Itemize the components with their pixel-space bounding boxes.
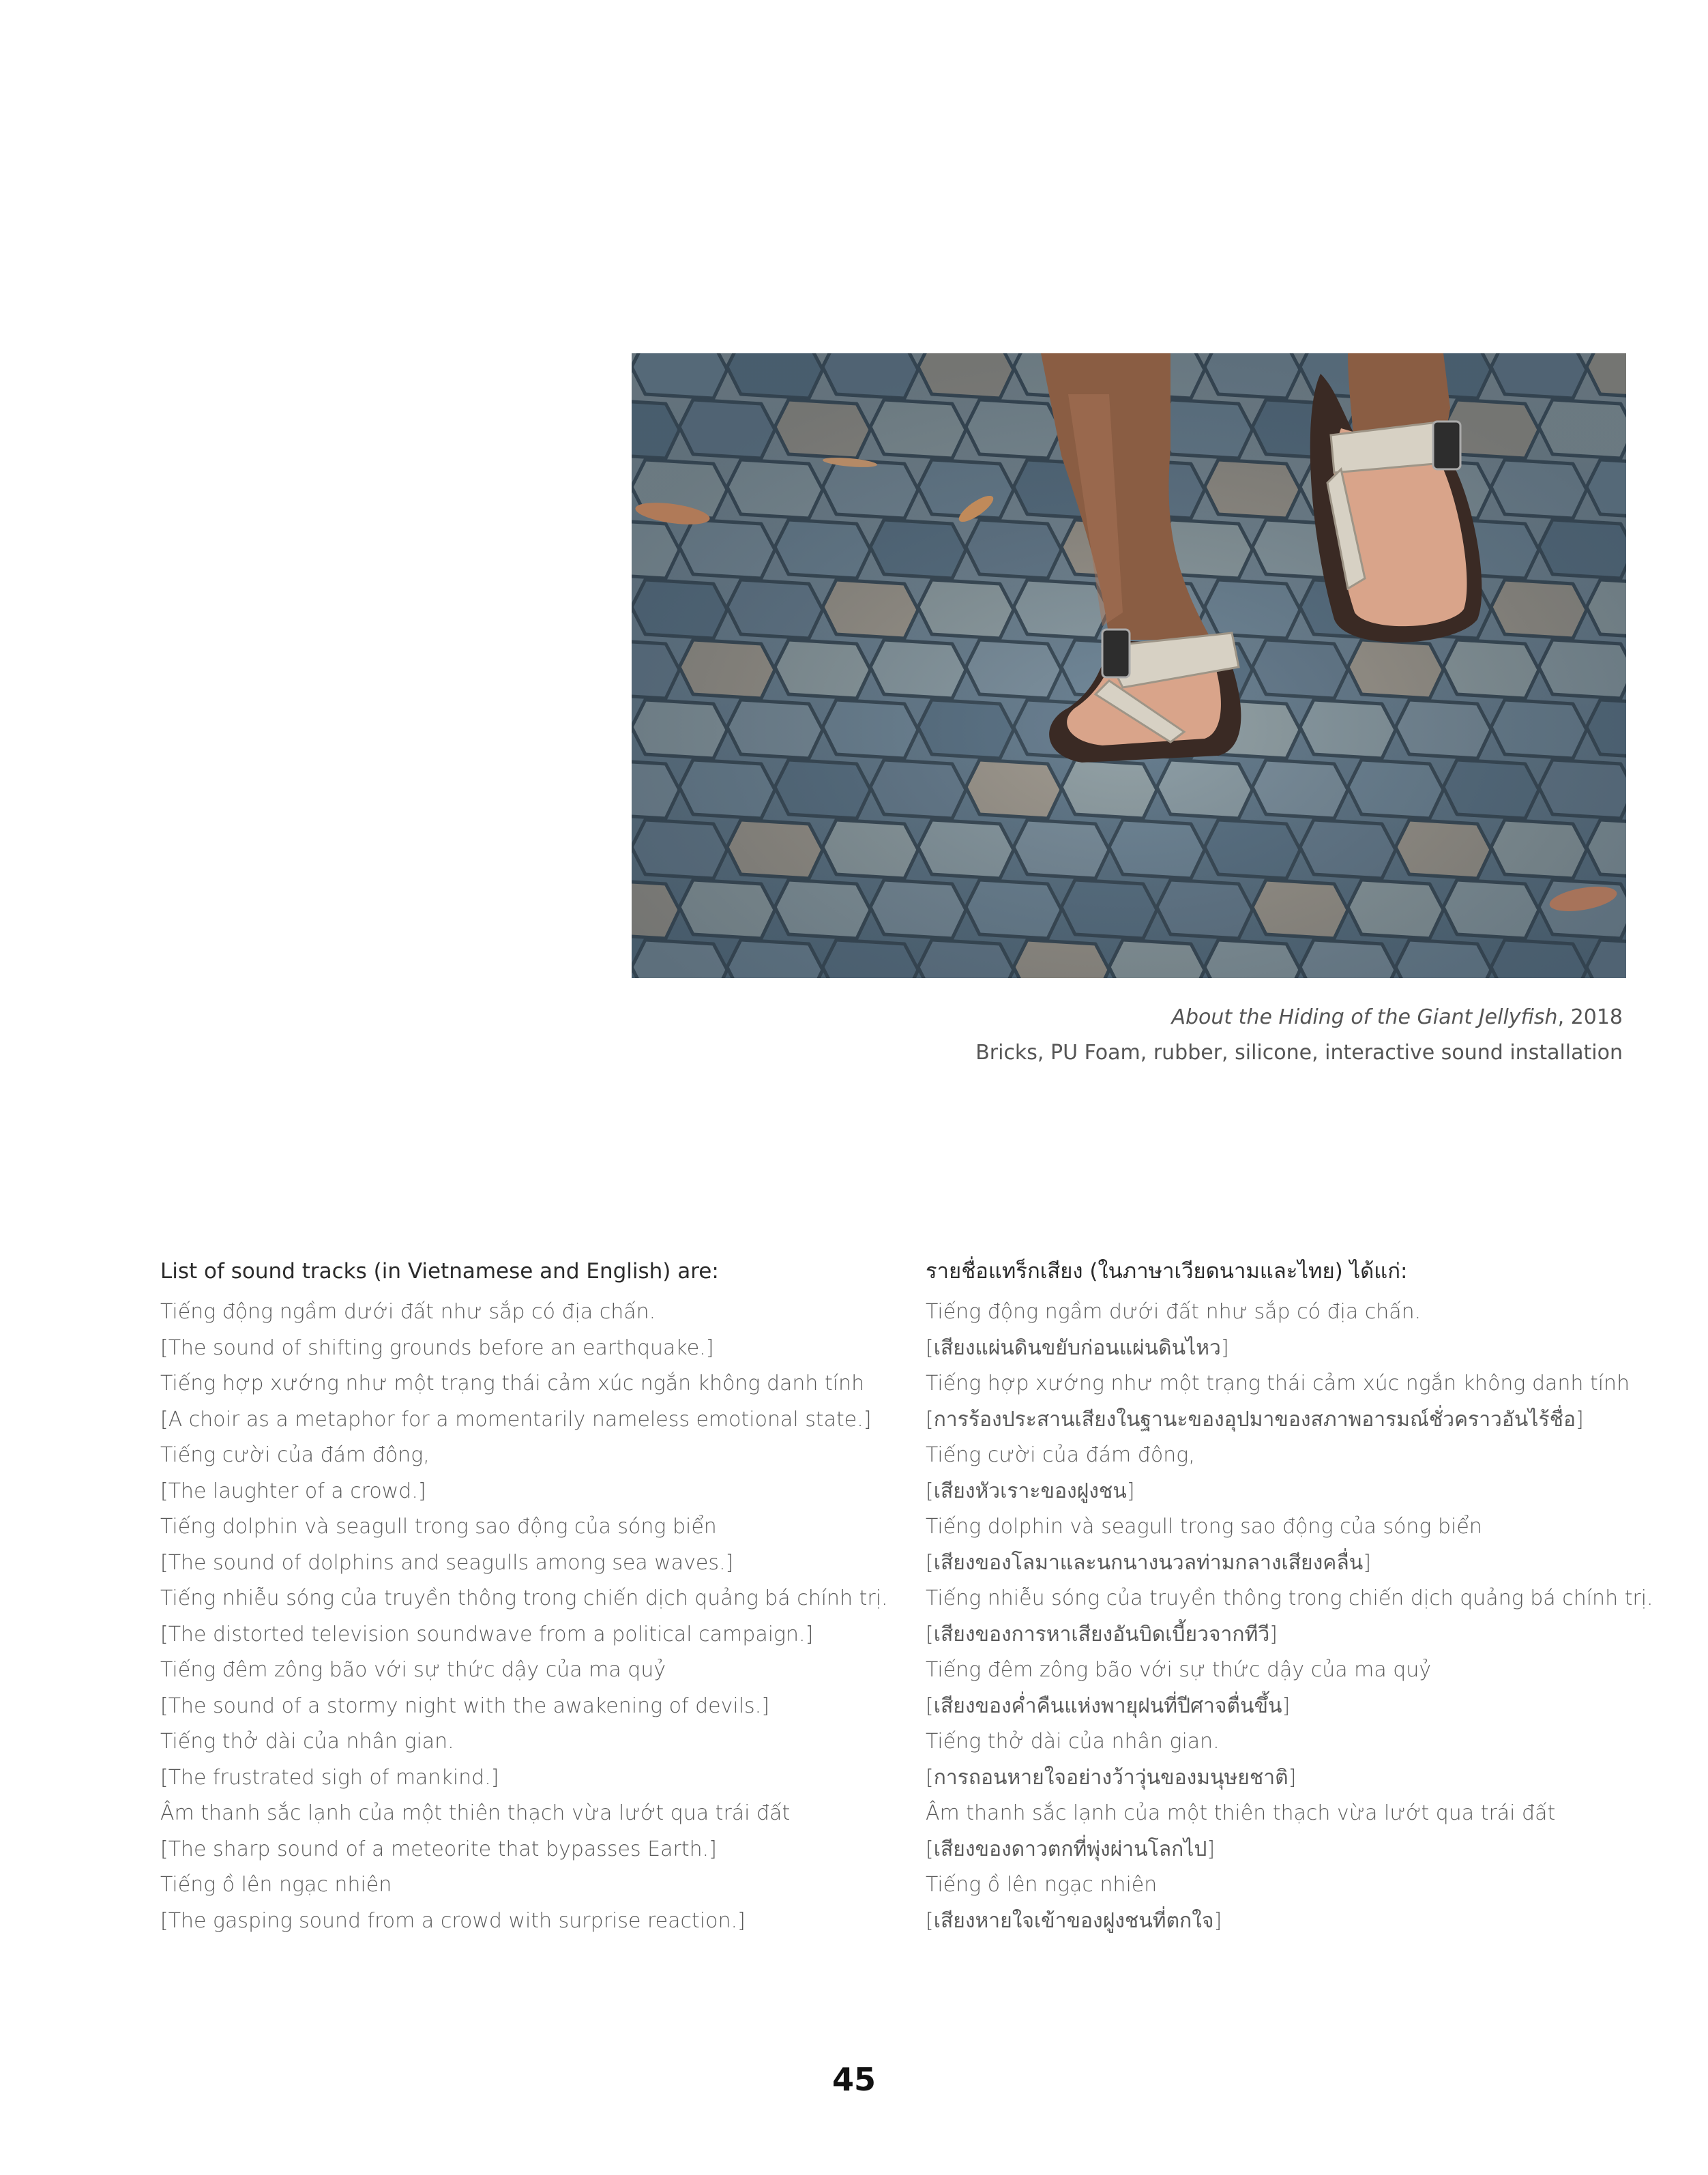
track-line: Tiếng động ngầm dưới đất như sắp có địa chấn. — [160, 1300, 656, 1324]
track-line: Tiếng ồ lên ngạc nhiên — [926, 1873, 1158, 1897]
track-line: Tiếng đêm zông bão với sự thức dậy của ma quỷ — [160, 1658, 666, 1682]
photo-illustration — [632, 353, 1626, 978]
artwork-year: , 2018 — [1557, 1005, 1623, 1029]
track-line: [The distorted television soundwave from a political campaign.] — [160, 1622, 814, 1646]
track-line: [เสียงของดาวตกที่พุ่งผ่านโลกไป] — [926, 1837, 1216, 1861]
track-line: [The sound of a stormy night with the awakening of devils.] — [160, 1693, 769, 1718]
track-line: Tiếng cười của đám đông, — [926, 1443, 1195, 1467]
track-line: Âm thanh sắc lạnh của một thiên thạch vừa lướt qua trái đất — [926, 1801, 1556, 1825]
track-line: Tiếng ồ lên ngạc nhiên — [160, 1873, 392, 1897]
track-line: Tiếng thở dài của nhân gian. — [926, 1730, 1220, 1754]
track-line: Tiếng hợp xướng như một trạng thái cảm xúc ngắn không danh tính — [160, 1372, 865, 1395]
track-line: [เสียงแผ่นดินขยับก่อนแผ่นดินไหว] — [926, 1335, 1229, 1360]
photo-caption — [804, 1000, 1623, 1071]
track-line: Tiếng đêm zông bão với sự thức dậy của ma quỷ — [926, 1658, 1432, 1682]
track-line: [The gasping sound from a crowd with surprise reaction.] — [160, 1908, 746, 1933]
track-line: [เสียงหายใจเข้าของฝูงชนที่ตกใจ] — [926, 1908, 1222, 1933]
track-line: Tiếng nhiễu sóng của truyền thông trong chiến dịch quảng bá chính trị. — [926, 1586, 1653, 1610]
track-line: [เสียงของค่ำคืนแห่งพายุฝนที่ปีศาจตื่นขึ้น] — [926, 1693, 1291, 1718]
track-line: [การร้องประสานเสียงในฐานะของอุปมาของสภาพอารมณ์ชั่วคราวอันไร้ชื่อ] — [926, 1407, 1584, 1432]
page-number: 45 — [831, 2061, 876, 2098]
track-line: [The frustrated sigh of mankind.] — [160, 1765, 499, 1790]
track-line: Âm thanh sắc lạnh của một thiên thạch vừa lướt qua trái đất — [160, 1801, 791, 1825]
sound-tracks-heading-thai: รายชื่อแทร็กเสียง (ในภาษาเวียดนามและไทย) ได้แก่: — [926, 1259, 1408, 1284]
track-line: Tiếng cười của đám đông, — [160, 1443, 430, 1467]
track-line: Tiếng dolphin và seagull trong sao động của sóng biển — [926, 1515, 1482, 1539]
sound-track-list-thai — [926, 1294, 1676, 1939]
track-line: [เสียงของโลมาและนกนางนวลท่ามกลางเสียงคลื่น] — [926, 1550, 1371, 1575]
sound-tracks-thai — [926, 1254, 1676, 1939]
installation-photo — [632, 353, 1626, 978]
track-line: Tiếng thở dài của nhân gian. — [160, 1730, 454, 1754]
artwork-title: About the Hiding of the Giant Jellyfish — [1171, 1005, 1558, 1029]
artwork-medium: Bricks, PU Foam, rubber, silicone, interactive sound installation — [975, 1041, 1623, 1065]
track-line: [The sharp sound of a meteorite that bypasses Earth.] — [160, 1837, 717, 1861]
track-line: Tiếng động ngầm dưới đất như sắp có địa chấn. — [926, 1300, 1422, 1324]
track-line: Tiếng dolphin và seagull trong sao động của sóng biển — [160, 1515, 717, 1539]
track-line: [เสียงหัวเราะของฝูงชน] — [926, 1479, 1135, 1503]
track-line: [เสียงของการหาเสียงอันบิดเบี้ยวจากทีวี] — [926, 1622, 1278, 1646]
track-line: [The sound of shifting grounds before an earthquake.] — [160, 1335, 714, 1360]
track-line: Tiếng hợp xướng như một trạng thái cảm xúc ngắn không danh tính — [926, 1372, 1630, 1395]
sound-tracks-heading-english: List of sound tracks (in Vietnamese and English) are: — [160, 1259, 719, 1284]
track-line: [The laughter of a crowd.] — [160, 1479, 426, 1503]
caption-title-line — [804, 1000, 1623, 1035]
sound-track-list-english — [160, 1294, 911, 1939]
track-line: Tiếng nhiễu sóng của truyền thông trong chiến dịch quảng bá chính trị. — [160, 1586, 888, 1610]
track-line: [A choir as a metaphor for a momentarily nameless emotional state.] — [160, 1407, 872, 1432]
track-line: [การถอนหายใจอย่างว้าวุ่นของมนุษยชาติ] — [926, 1765, 1297, 1790]
sound-tracks-english — [160, 1254, 911, 1939]
track-line: [The sound of dolphins and seagulls among sea waves.] — [160, 1550, 734, 1575]
